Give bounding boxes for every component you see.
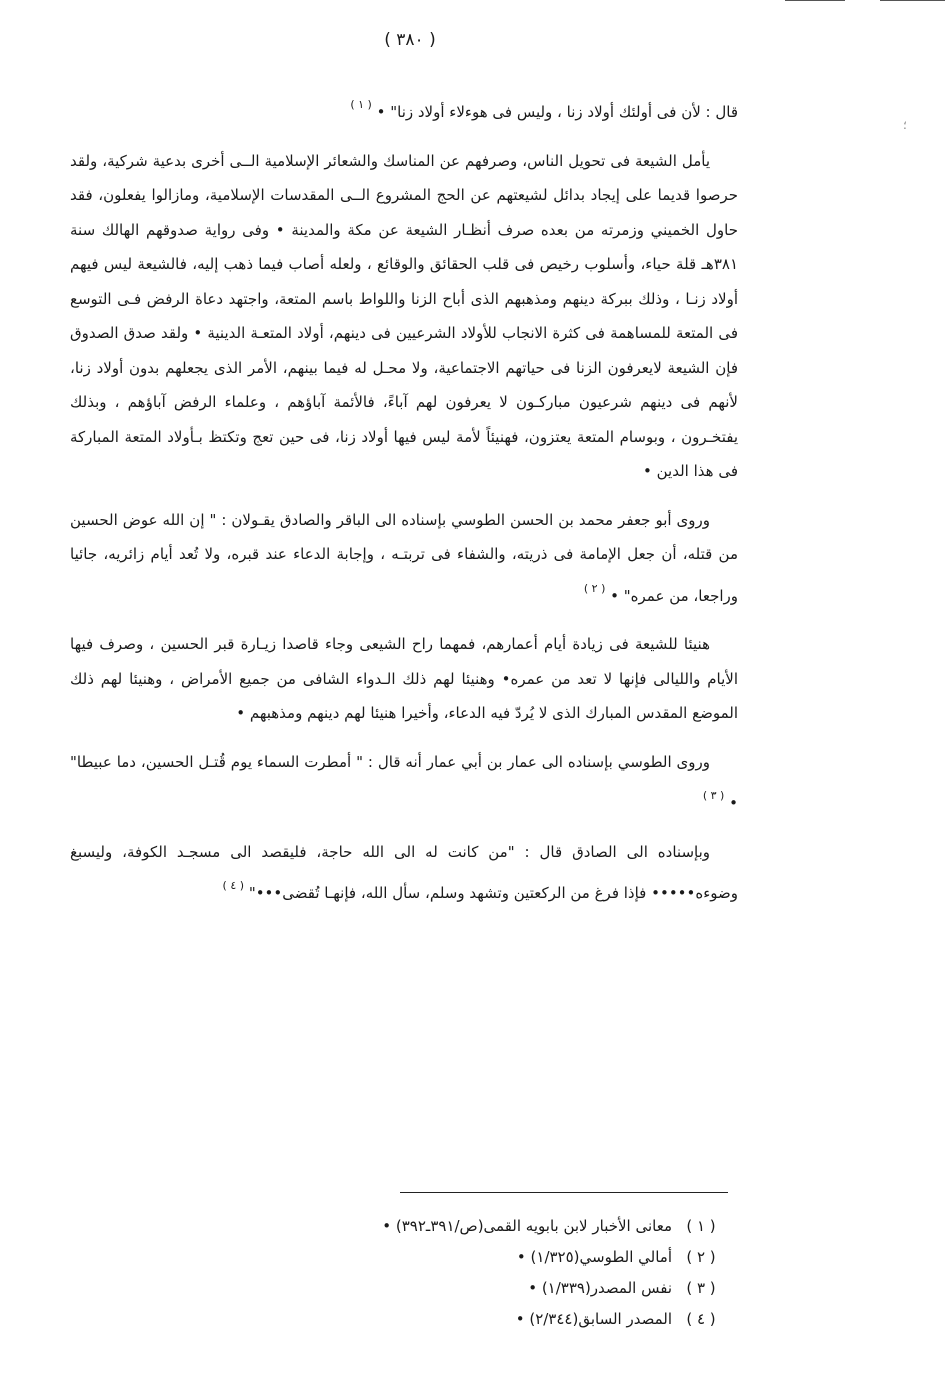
footnote (200, 1241, 730, 1272)
margin-mark: ؛ (903, 118, 907, 132)
body-paragraph (70, 745, 738, 821)
footnote-number: ( ٣ ) (686, 1278, 716, 1297)
footnote-divider (400, 1192, 728, 1193)
paragraph-text: قال : لأن فى أولئك أولاد زنا ، وليس فى هوءلاء أولاد زنا" • (376, 103, 738, 121)
body-paragraph (70, 503, 738, 614)
footnote-text: معانى الأخبار لابن بابويه القمى(ص/٣٩١ـ٣٩٢) • (382, 1216, 672, 1235)
footnote-text: نفس المصدر(١/٣٣٩) • (528, 1278, 672, 1297)
paragraph-text: وروى الطوسي بإسناده الى عمار بن أبي عمار أنه قال : " أمطرت السماء يوم قُتـل الحسين، دما عبيطا" • (70, 752, 738, 812)
paragraph-text: يأمل الشيعة فى تحويل الناس، وصرفهم عن المناسك والشعائر الإسلامية الــى أخرى بدعية شركية، ولقد حرصوا قديما على إيجاد بدائل لشيعتهم عن الحج المشروع الــى المقدسات الإسلامية، ومازالوا يفعلون، فقد حاول الخميني وزمرته من بعده صرف أنظـار الشيعة عن مكة والمدينة • وفى رواية صدوقهم الهالك سنة ٣٨١هـ قلة حياء، وأسلوب رخيص فى قلب الحقائق والوقائع ، ولعله أصاب فيما ذهب إليه، فالشيعة ليس فيهم أولاد زنـا ، وذلك ببركة دينهم ومذهبهم الذى أباح الزنا واللواط باسم المتعة، واجتهد دعاة الرفض فـى التوسع فى المتعة للمساهمة فى كثرة الانجاب للأولاد الشرعيين فى دينهم، أولاد المتعـة الدينية • ولقد صدق الصدوق فإن الشيعة لايعرفون الزنا فى حياتهم الاجتماعية، ولا محـل له فيما بينهم، الأمر الذى يجعلهم بدون أولاد زنا، لأنهم فى دينهم شرعيون مباركـون لا يعرفون لهم آباءً، فالأئمة آباؤهم ، وعلماء الرفض آباؤهم ، وبذلك يفتخـرون ، وبوسام المتعة يعتزون، فهنيئاً لأمة ليس فيها أولاد زنا، فى حين تعج وتكتظ بـأولاد المتعة المباركة فى هذا الدين • (70, 151, 738, 480)
top-border-line (785, 0, 845, 1)
paragraph-text: وبإسناده الى الصادق قال : "من كانت له الى الله حاجة، فليقصد الى مسجـد الكوفة، وليسبغ وضوءه••••• فإذا فرغ من الركعتين وتشهد وسلم، سأل الله، فإنهـا تُقضى•••" (70, 842, 738, 902)
footnote-ref: ( ٢ ) (583, 581, 606, 595)
footnote-number: ( ١ ) (686, 1216, 716, 1235)
footnote (200, 1210, 730, 1241)
page-body (70, 88, 738, 925)
body-paragraph (70, 835, 738, 911)
page-number: ( ٣٨٠ ) (384, 30, 436, 50)
footnote (200, 1303, 730, 1334)
paragraph-text: وروى أبو جعفر محمد بن الحسن الطوسي بإسناده الى الباقر والصادق يقـولان : " إن الله عوض الحسين من قتله، أن جعل الإمامة فى ذريته، والشفاء فى تربتـه ، وإجابة الدعاء عند قبره، ولا تُعد أيام زائريه، جائيا وراجعا، من عمره" • (70, 510, 738, 605)
footnote-ref: ( ٣ ) (702, 789, 725, 802)
top-border-line (880, 0, 945, 1)
paragraph-text: هنيئا للشيعة فى زيادة أيام أعمارهم، فمهما راح الشيعى وجاء قاصدا زيـارة قبر الحسين ، وصرف فيها الأيام والليالى فإنها لا تعد من عمره• وهنيئا لهم ذلك الـدواء الشافى من جميع الأمراض ، وهنيئا لهم ذلك الموضع المقدس المبارك الذى لا يُردّ فيه الدعاء، وأخيرا هنيئا لهم دينهم ومذهبهم • (70, 635, 738, 722)
footnote (200, 1272, 730, 1303)
body-paragraph (70, 144, 738, 489)
footnote-ref: ( ١ ) (350, 98, 372, 111)
footnote-text: أمالي الطوسي(١/٣٢٥) • (516, 1247, 672, 1266)
footnote-number: ( ٤ ) (686, 1309, 716, 1328)
body-paragraph (70, 627, 738, 731)
footnote-number: ( ٢ ) (686, 1247, 716, 1266)
footnote-ref: ( ٤ ) (222, 879, 245, 892)
footnotes (200, 1210, 730, 1334)
footnote-text: المصدر السابق(٢/٣٤٤) • (515, 1309, 672, 1328)
quote-paragraph (70, 88, 738, 130)
